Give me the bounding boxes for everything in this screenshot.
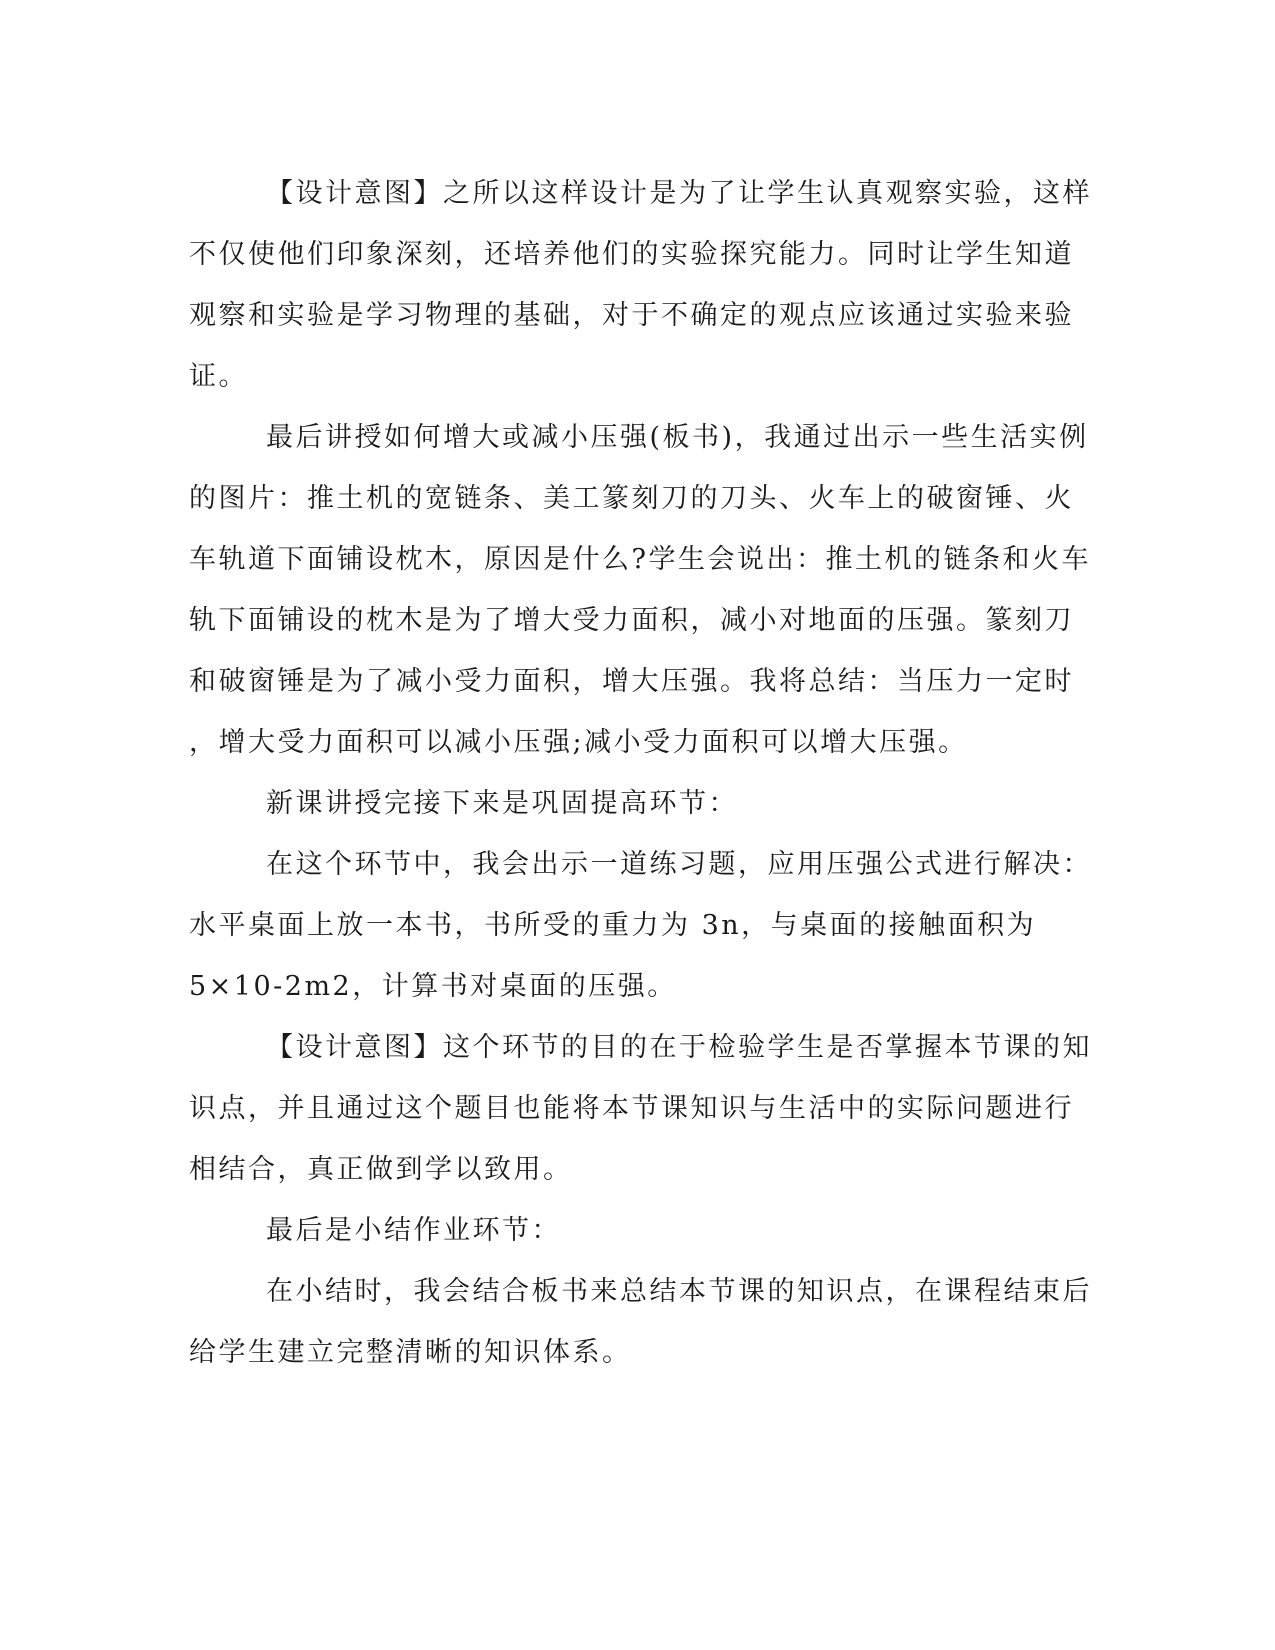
- text-line: 最后讲授如何增大或减小压强(板书)，我通过出示一些生活实例: [266, 422, 1089, 453]
- text-line: 车轨道下面铺设枕木，原因是什么?学生会说出：推土机的链条和火车: [189, 544, 1091, 575]
- text-line: 观察和实验是学习物理的基础，对于不确定的观点应该通过实验来验: [189, 300, 1074, 331]
- text-line: 水平桌面上放一本书，书所受的重力为 3n，与桌面的接触面积为: [189, 910, 1037, 941]
- paragraph-design-intent-2: [189, 1017, 1092, 1200]
- text-line: 证。: [189, 361, 248, 392]
- paragraph-consolidation-intro: [189, 773, 1079, 834]
- text-line: 在这个环节中，我会出示一道练习题，应用压强公式进行解决：: [266, 849, 1092, 880]
- text-line: 在小结时，我会结合板书来总结本节课的知识点，在课程结束后: [266, 1276, 1092, 1307]
- document-body: [189, 163, 1092, 1383]
- paragraph-summary: [189, 1261, 1092, 1383]
- text-line: 轨下面铺设的枕木是为了增大受力面积，减小对地面的压强。篆刻刀: [189, 605, 1074, 636]
- text-line: 5×10-2m2，计算书对桌面的压强。: [189, 971, 677, 1002]
- text-line: 新课讲授完接下来是巩固提高环节：: [266, 788, 738, 819]
- text-line: 【设计意图】这个环节的目的在于检验学生是否掌握本节课的知: [266, 1032, 1092, 1063]
- text-line: 的图片：推土机的宽链条、美工篆刻刀的刀头、火车上的破窗锤、火: [189, 483, 1074, 514]
- text-line: 识点，并且通过这个题目也能将本节课知识与生活中的实际问题进行: [189, 1093, 1074, 1124]
- paragraph-summary-intro: [189, 1200, 1079, 1261]
- text-line: 【设计意图】之所以这样设计是为了让学生认真观察实验，这样: [266, 178, 1092, 209]
- text-line: 和破窗锤是为了减小受力面积，增大压强。我将总结：当压力一定时: [189, 666, 1074, 697]
- paragraph-exercise: [189, 834, 1092, 1017]
- text-line: 最后是小结作业环节：: [266, 1215, 561, 1246]
- paragraph-pressure-examples: [189, 407, 1091, 773]
- text-line: 相结合，真正做到学以致用。: [189, 1154, 573, 1185]
- text-line: 不仅使他们印象深刻，还培养他们的实验探究能力。同时让学生知道: [189, 239, 1074, 270]
- text-line: 给学生建立完整清晰的知识体系。: [189, 1337, 632, 1368]
- paragraph-design-intent-1: [189, 163, 1092, 407]
- text-line: ，增大受力面积可以减小压强;减小受力面积可以增大压强。: [189, 727, 968, 758]
